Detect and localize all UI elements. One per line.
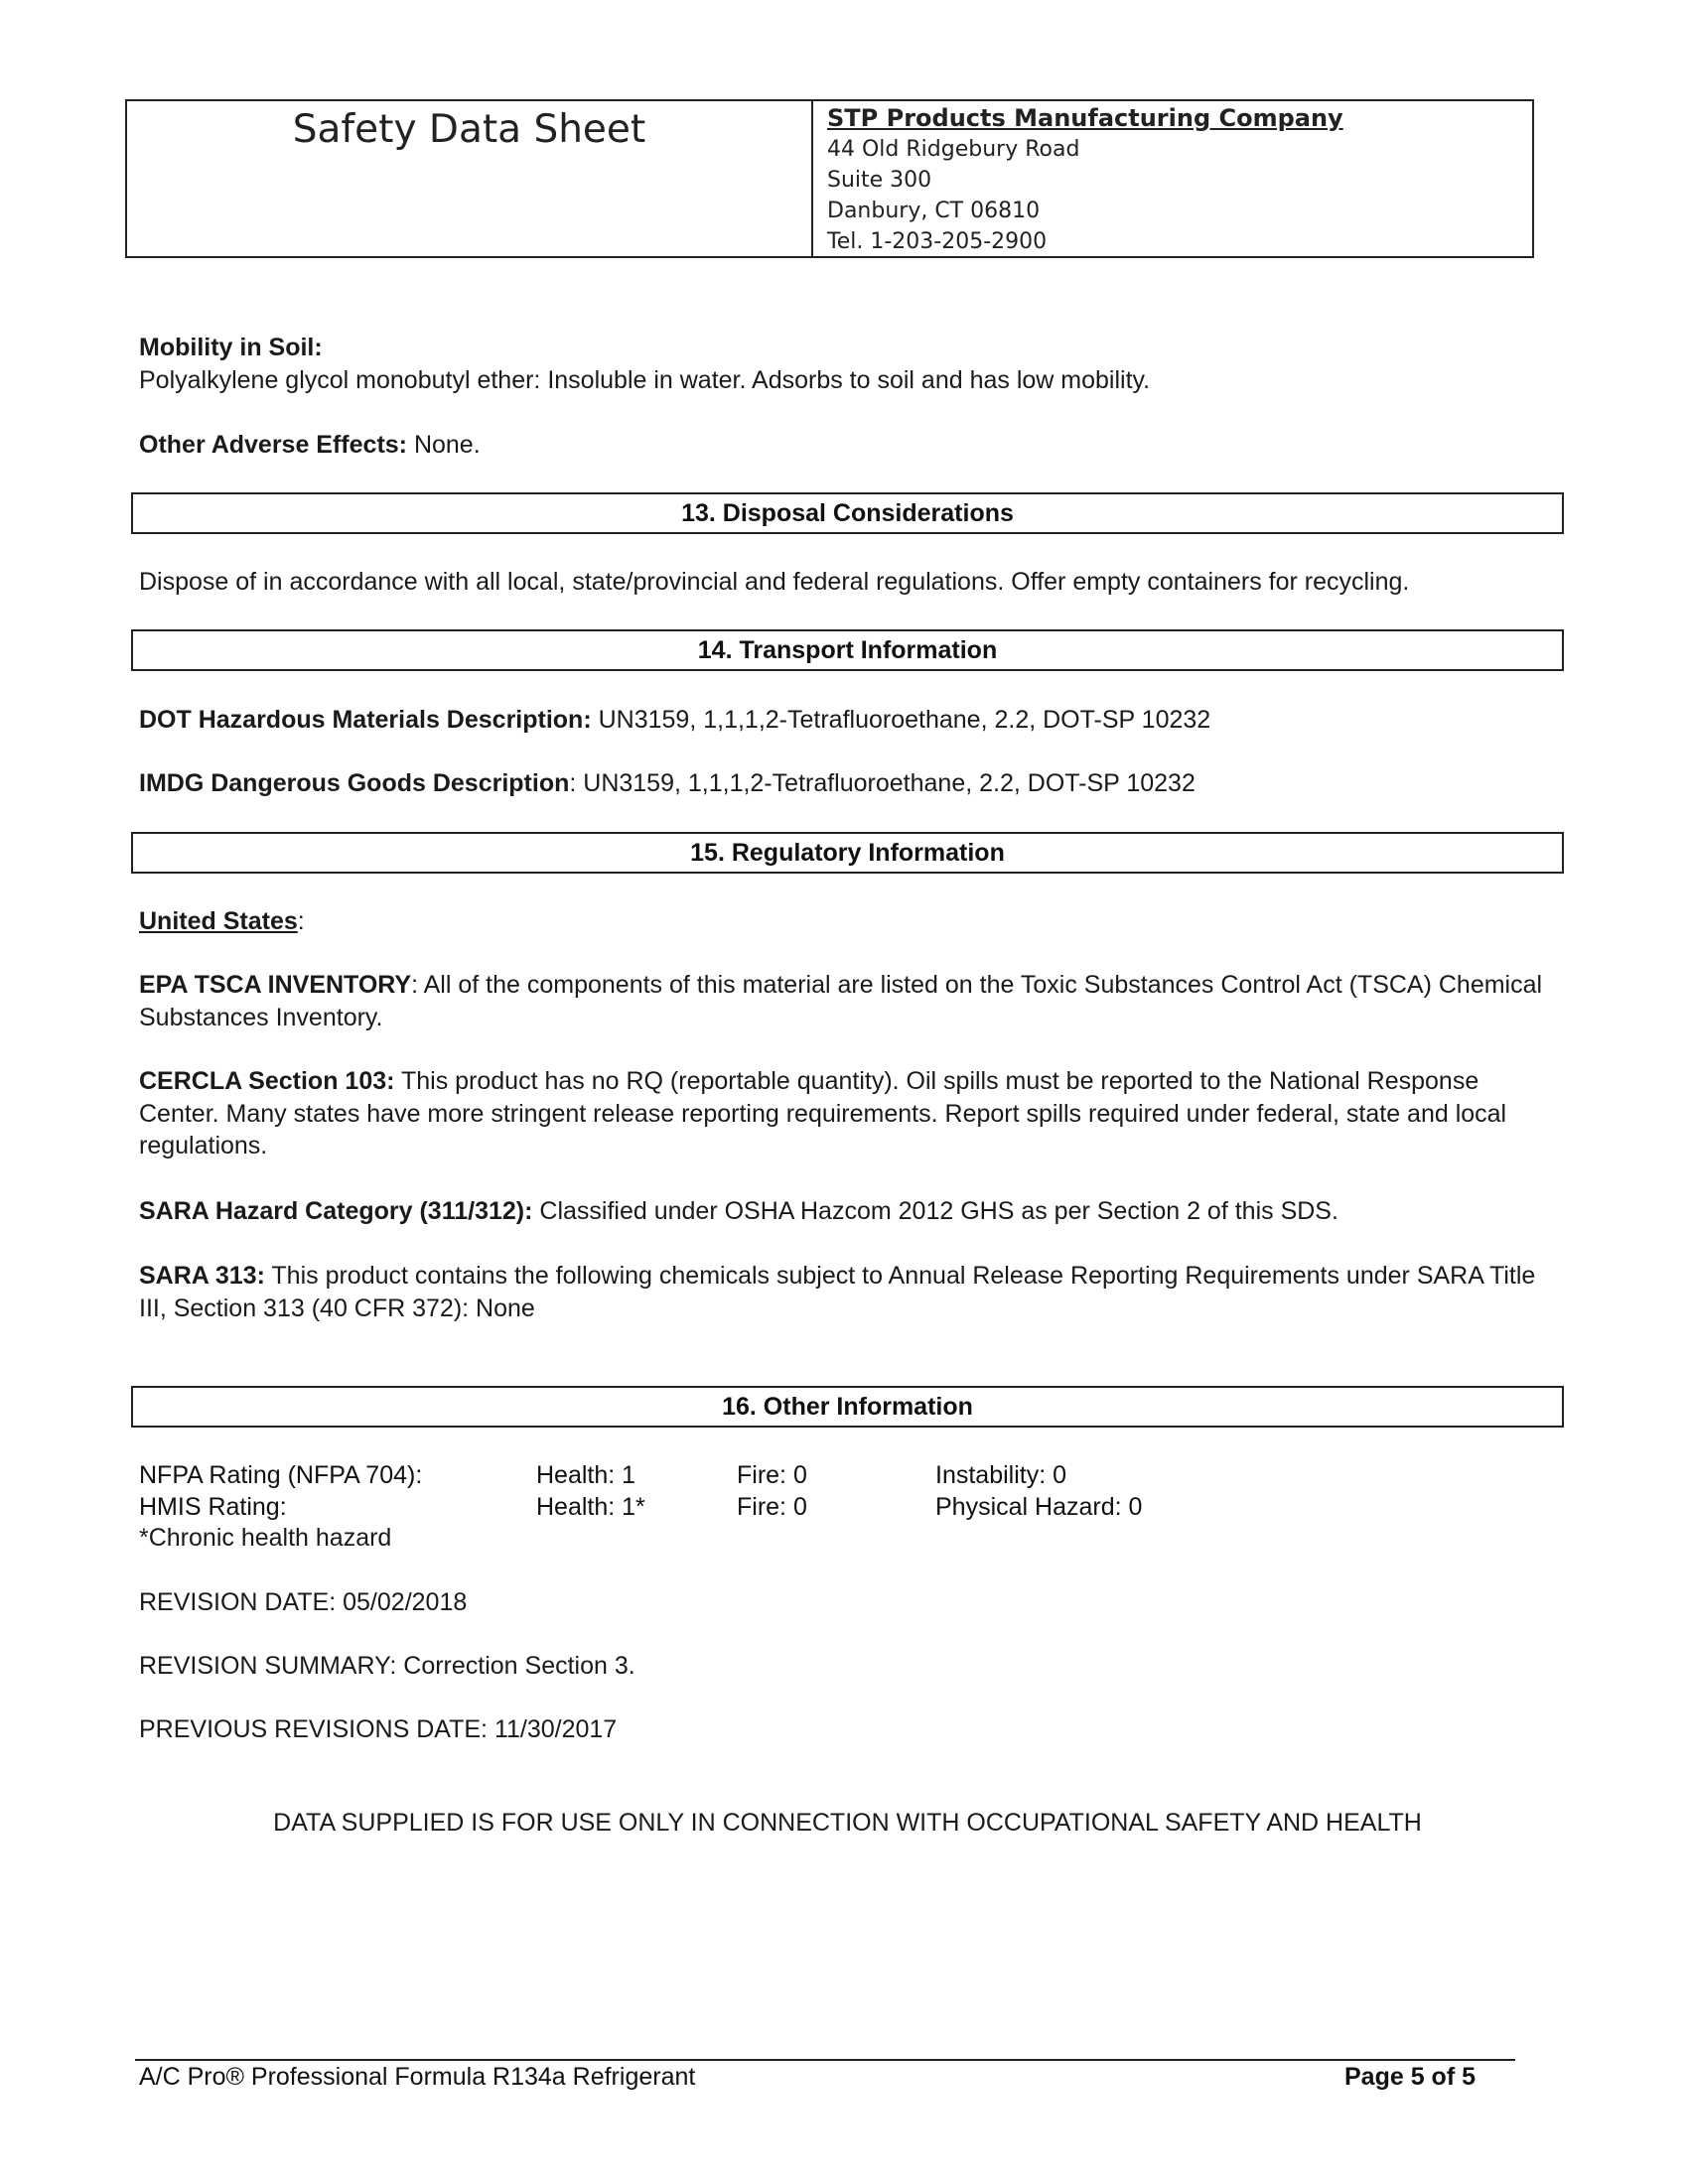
dot-label: DOT Hazardous Materials Description: [139,706,592,734]
nfpa-fire: Fire: 0 [737,1461,807,1489]
nfpa-instability: Instability: 0 [935,1461,1067,1489]
header-box [125,99,1534,258]
tsca-text: : All of the components of this material are listed on the Toxic Substances Control Act (TSCA) Chemical Substances Inventory. [139,971,1543,1031]
mobility-text: Polyalkylene glycol monobutyl ether: Insoluble in water. Adsorbs to soil and has low mobility. [139,365,1151,394]
sara-313-block [139,1260,1569,1324]
nfpa-label: NFPA Rating (NFPA 704): [139,1461,423,1489]
imdg-text: : UN3159, 1,1,1,2-Tetrafluoroethane, 2.2, DOT-SP 10232 [569,769,1196,797]
hmis-fire: Fire: 0 [737,1493,807,1521]
imdg-description [139,767,1196,800]
section-13-header: 13. Disposal Considerations [131,492,1564,534]
address-line-3: Danbury, CT 06810 [827,199,1041,223]
united-states-colon: : [297,907,305,935]
dot-description [139,704,1210,737]
section-14-header: 14. Transport Information [131,629,1564,671]
cercla-text: This product has no RQ (reportable quantity). Oil spills must be reported to the National Response Center. Many states have more stringent release reporting requirements. Report spills required under federal, state and local regulations. [139,1067,1507,1160]
mobility-label: Mobility in Soil: [139,334,323,361]
revision-summary: REVISION SUMMARY: Correction Section 3. [139,1652,635,1680]
chronic-note: *Chronic health hazard [139,1524,392,1552]
cercla-block [139,1065,1549,1162]
hmis-health: Health: 1* [536,1493,645,1521]
telephone: Tel. 1-203-205-2900 [827,229,1048,254]
imdg-label: IMDG Dangerous Goods Description [139,769,570,797]
sara-313-text: This product contains the following chemicals subject to Annual Release Reporting Requirements under SARA Title III, Section 313 (40 CFR 372): None [139,1262,1536,1322]
tsca-block [139,969,1549,1033]
hmis-label: HMIS Rating: [139,1493,287,1521]
footer-divider [135,2059,1515,2061]
tsca-label: EPA TSCA INVENTORY [139,971,412,999]
section-16-header: 16. Other Information [131,1386,1564,1428]
mobility-block [139,332,1150,396]
company-info [813,101,1532,256]
adverse-text: None. [407,431,481,459]
document-title: Safety Data Sheet [292,107,646,152]
address-line-1: 44 Old Ridgebury Road [827,137,1080,162]
revision-date: REVISION DATE: 05/02/2018 [139,1588,468,1616]
dot-text: UN3159, 1,1,1,2-Tetrafluoroethane, 2.2, DOT-SP 10232 [591,706,1211,734]
hmis-physical-hazard: Physical Hazard: 0 [935,1493,1143,1521]
nfpa-health: Health: 1 [536,1461,636,1489]
previous-revisions: PREVIOUS REVISIONS DATE: 11/30/2017 [139,1715,618,1743]
sara-hazard-text: Classified under OSHA Hazcom 2012 GHS as per Section 2 of this SDS. [532,1197,1338,1225]
united-states-heading [139,905,305,938]
section-15-header: 15. Regulatory Information [131,832,1564,874]
footer-page-number: Page 5 of 5 [1344,2063,1476,2091]
footer-product: A/C Pro® Professional Formula R134a Refrigerant [139,2063,696,2091]
address-line-2: Suite 300 [827,168,932,193]
cercla-label: CERCLA Section 103: [139,1067,395,1095]
adverse-label: Other Adverse Effects: [139,431,407,459]
header-title-cell [127,101,813,256]
united-states-label: United States [139,907,298,935]
disposal-text: Dispose of in accordance with all local, state/provincial and federal regulations. Offer empty containers for recycling. [139,568,1410,596]
sara-313-label: SARA 313: [139,1262,265,1290]
adverse-block [139,429,481,462]
sara-hazard-label: SARA Hazard Category (311/312): [139,1197,533,1225]
disclaimer: DATA SUPPLIED IS FOR USE ONLY IN CONNECTION WITH OCCUPATIONAL SAFETY AND HEALTH [273,1809,1422,1837]
company-name: STP Products Manufacturing Company [827,104,1343,132]
sara-hazard-block [139,1195,1569,1228]
